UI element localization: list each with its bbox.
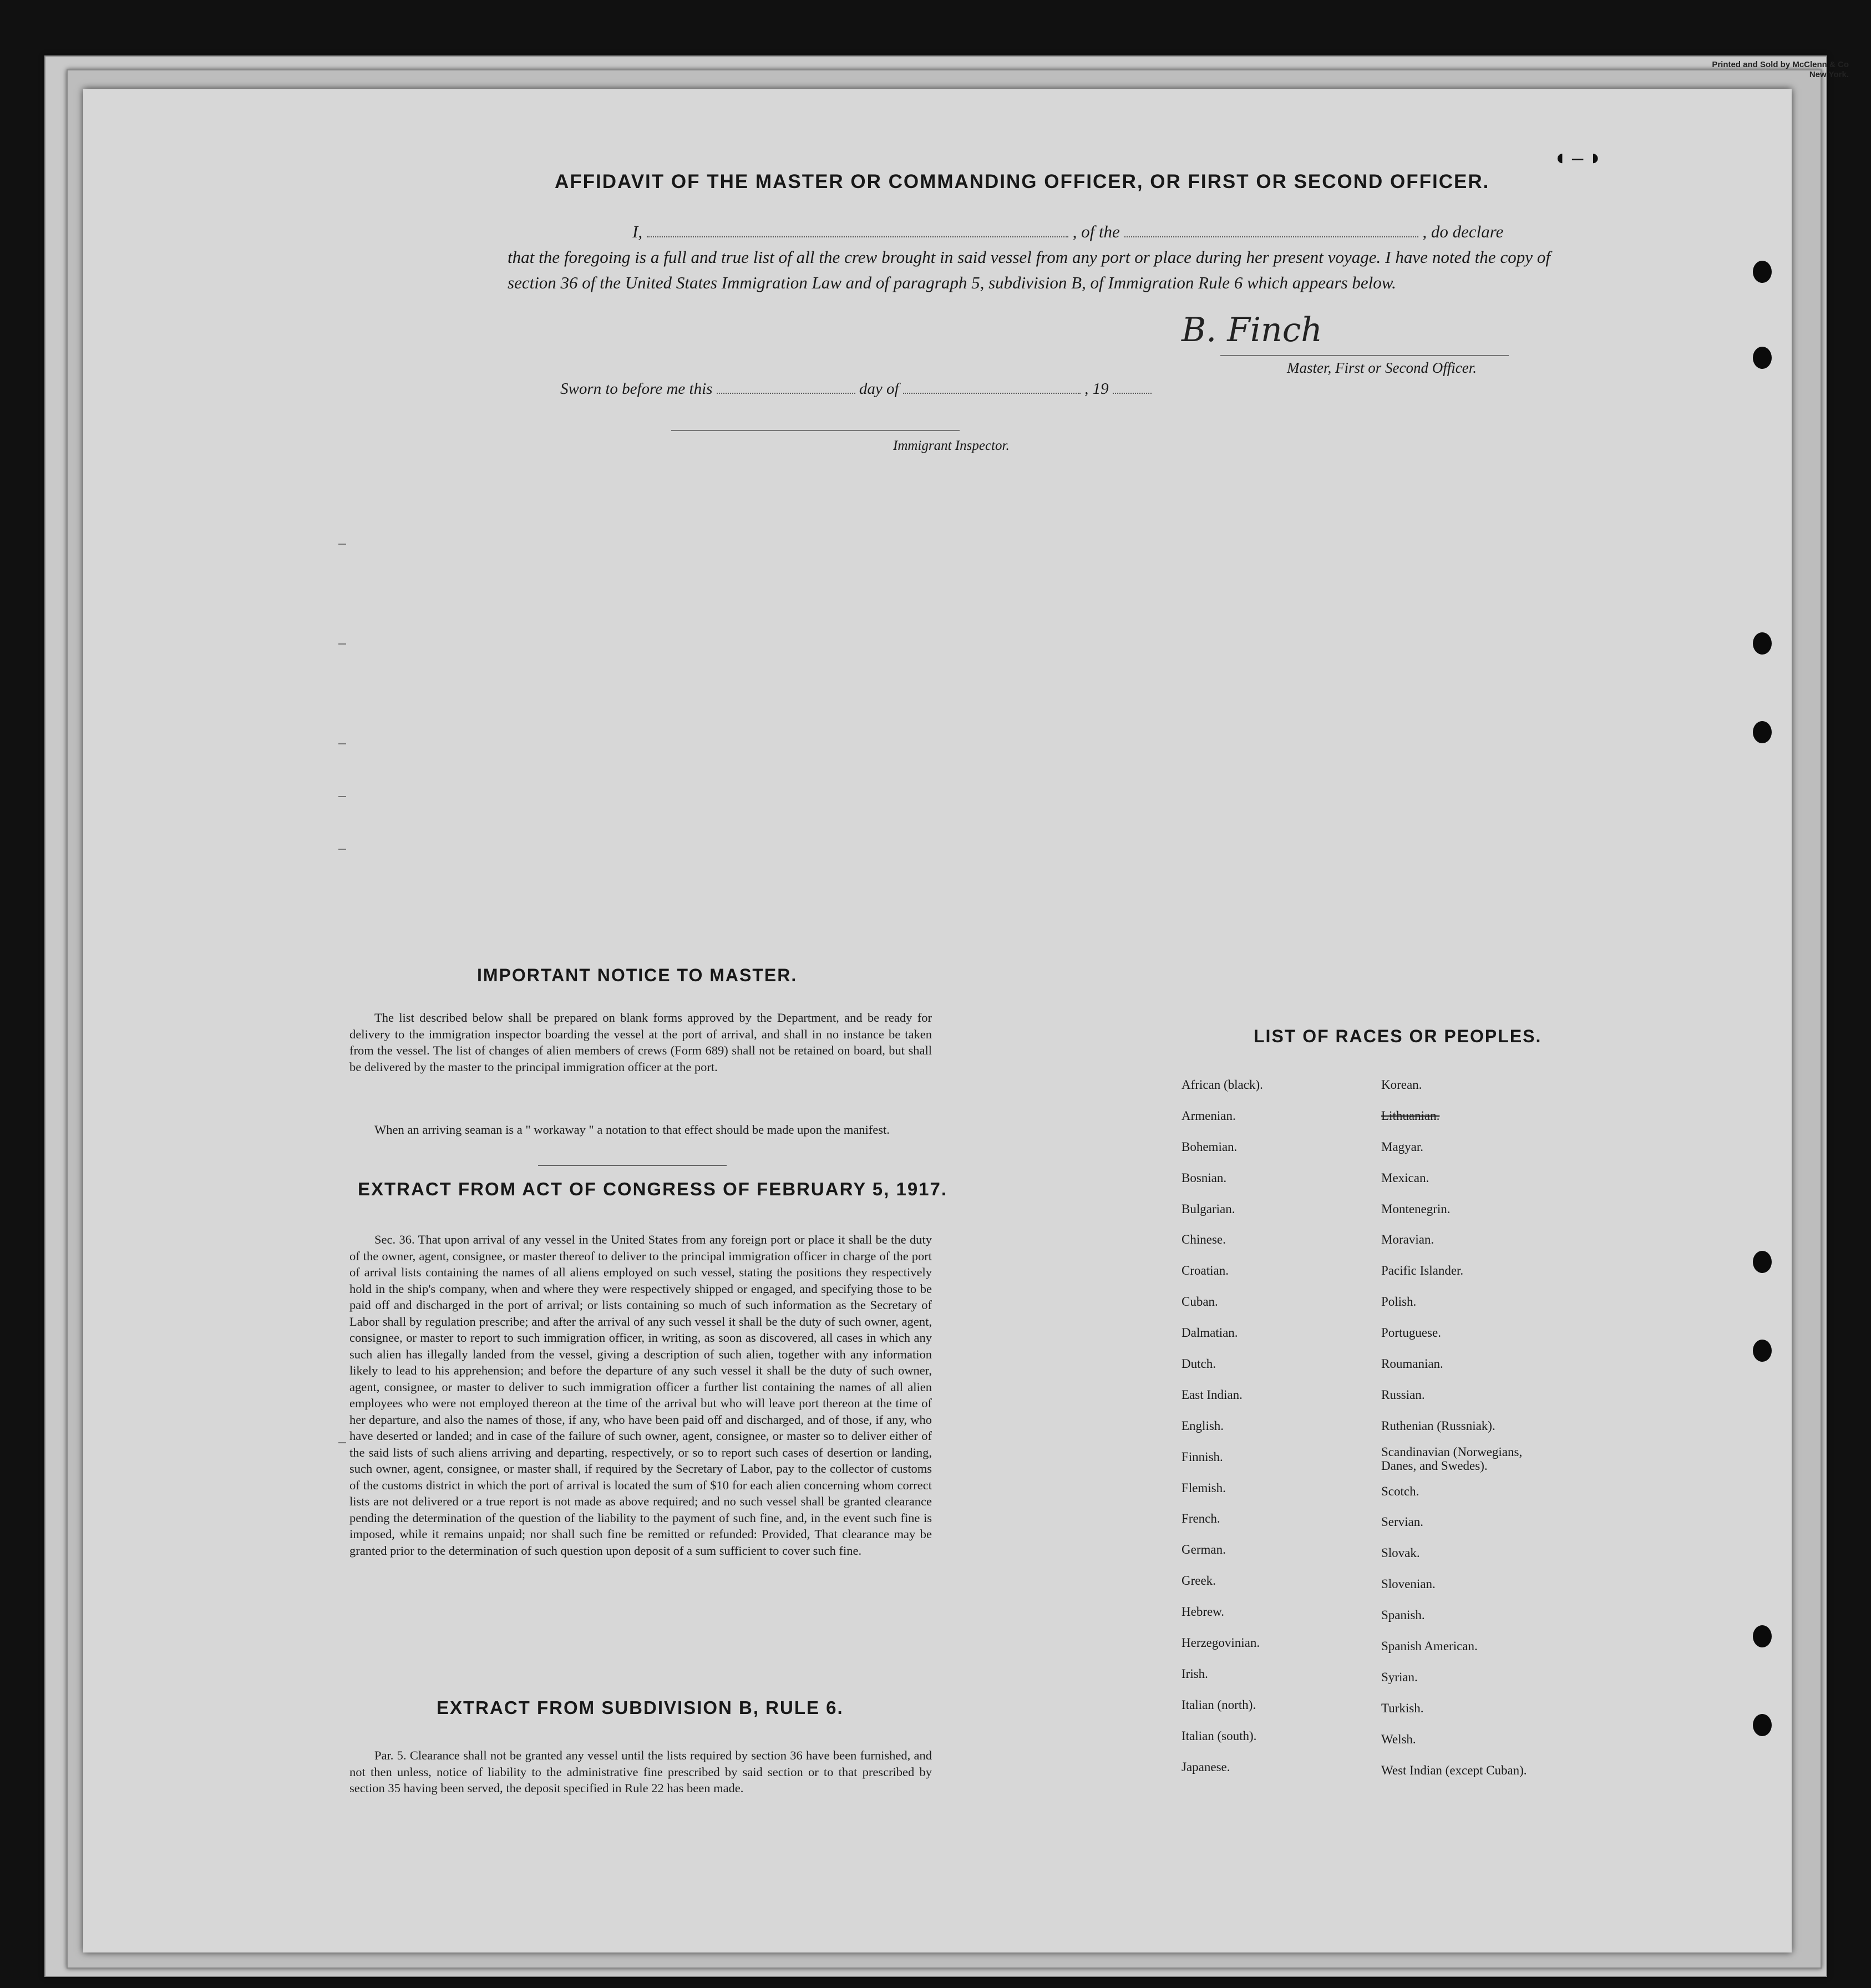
section-divider — [538, 1165, 727, 1166]
race-item: Turkish. — [1381, 1701, 1424, 1715]
sworn-line — [560, 380, 1152, 398]
race-item: Pacific Islander. — [1381, 1264, 1464, 1278]
notice-paragraph-2: When an arriving seaman is a " workaway " a notation to that effect should be made upon the manifest. — [374, 1123, 890, 1137]
race-item: Dalmatian. — [1182, 1326, 1238, 1340]
affidavit-i-label: I, — [632, 222, 643, 241]
race-item: Spanish American. — [1381, 1639, 1478, 1654]
affidavit-title: AFFIDAVIT OF THE MASTER OR COMMANDING OFFICER, OR FIRST OR SECOND OFFICER. — [555, 171, 1490, 192]
punch-hole — [1753, 632, 1772, 655]
notice-paragraph-1: The list described below shall be prepared on blank forms approved by the Department, and be ready for delivery to the immigration inspector boarding the vessel at the port of arrival, and shall in no instance be taken from the vessel. The list of changes of alien members of crews (Form 689) shall not be retained on board, but shall be delivered by the master to the principal immigration officer at the port. — [349, 1011, 932, 1074]
race-item: Bohemian. — [1182, 1139, 1238, 1154]
paragraph-5-text: Par. 5. Clearance shall not be granted any vessel until the lists required by section 36 have been furnished, and not then unless, notice of liability to the administrative fine prescribed by said section or to that prescribed by section 35 having been served, the deposit specified in Rule 22 has been made. — [349, 1748, 932, 1795]
punch-hole — [1753, 347, 1772, 369]
notice-title: IMPORTANT NOTICE TO MASTER. — [477, 965, 798, 985]
rule-extract-title: EXTRACT FROM SUBDIVISION B, RULE 6. — [437, 1697, 844, 1718]
act-extract-title: EXTRACT FROM ACT OF CONGRESS OF FEBRUARY 5, 1917. — [358, 1179, 948, 1199]
race-item: Croatian. — [1182, 1264, 1229, 1278]
race-item: Polish. — [1381, 1295, 1417, 1309]
punch-hole — [1753, 721, 1772, 743]
race-item: Scandinavian (Norwegians, Danes, and Swedes). — [1381, 1444, 1523, 1473]
race-item: Servian. — [1381, 1515, 1424, 1529]
margin-tick — [338, 544, 346, 545]
ink-mark: ◖ ‒ ◗ — [1553, 145, 1603, 170]
race-item: Russian. — [1381, 1387, 1425, 1402]
race-item: Montenegrin. — [1381, 1201, 1451, 1216]
signature-caption: Master, First or Second Officer. — [1287, 359, 1477, 376]
race-item: East Indian. — [1182, 1387, 1243, 1402]
inspector-caption: Immigrant Inspector. — [893, 438, 1010, 453]
race-item: Cuban. — [1182, 1295, 1218, 1309]
race-item: West Indian (except Cuban). — [1381, 1763, 1527, 1777]
races-title: LIST OF RACES OR PEOPLES. — [1254, 1026, 1542, 1046]
punch-hole — [1753, 1625, 1772, 1647]
races-right-column — [1381, 1069, 1548, 1786]
printer-imprint: Printed and Sold by McClenn & Co New York. — [1712, 60, 1849, 79]
affidavit-text — [508, 219, 1550, 296]
race-item: Chinese. — [1182, 1233, 1226, 1247]
signature-line — [1220, 355, 1509, 356]
sworn-prefix: Sworn to before me this — [560, 380, 713, 398]
race-item: French. — [1182, 1512, 1220, 1526]
race-item: Korean. — [1381, 1078, 1422, 1092]
sworn-day-of: day of — [859, 380, 899, 398]
punch-hole — [1753, 1340, 1772, 1362]
race-item: Greek. — [1182, 1574, 1216, 1588]
sworn-year-blank — [1113, 393, 1152, 394]
document-page — [83, 89, 1792, 1952]
affidavit-body: that the foregoing is a full and true list of all the crew brought in said vessel from any port or place during her present voyage. I have noted the copy of section 36 of the United States Immigration Law and of paragraph 5, subdivision B, of Immigration Rule 6 which appears below. — [508, 247, 1550, 292]
margin-tick — [338, 643, 346, 645]
race-item: Bulgarian. — [1182, 1201, 1235, 1216]
race-item: German. — [1182, 1543, 1226, 1557]
of-the-label: , of the — [1072, 222, 1120, 241]
races-left-column — [1182, 1069, 1263, 1782]
margin-tick — [338, 1442, 346, 1443]
race-item: Herzegovinian. — [1182, 1636, 1260, 1650]
punch-hole — [1753, 1251, 1772, 1273]
margin-tick — [338, 743, 346, 744]
sworn-day-blank — [717, 393, 855, 394]
do-declare-label: , do declare — [1422, 222, 1504, 241]
race-item: Mexican. — [1381, 1170, 1429, 1185]
race-item: African (black). — [1182, 1078, 1263, 1092]
master-name-blank — [647, 236, 1068, 237]
race-item: Portuguese. — [1381, 1326, 1441, 1340]
race-item: Spanish. — [1381, 1608, 1425, 1622]
race-item: Lithuanian. — [1381, 1108, 1440, 1123]
race-item: Bosnian. — [1182, 1170, 1227, 1185]
race-item: Japanese. — [1182, 1759, 1230, 1774]
section-36-text: Sec. 36. That upon arrival of any vessel in the United States from any foreign port or place it shall be the duty of the owner, agent, consignee, or master thereof to deliver to the principal immigration officer in charge of the port of arrival lists containing the names of all aliens employed on such vessel, stating the positions they respectively hold in the ship's company, when and where they were respectively shipped or engaged, and specifying those to be paid off and discharged in the port of arrival; or lists containing so much of such information as the Secretary of Labor shall by regulation prescribe; and after the arrival of any such vessel it shall be the duty of such owner, agent, consignee, or master to report to such immigration officer, in writing, as soon as discovered, all cases in which any such alien has illegally landed from the vessel, giving a description of such alien, together with any information likely to lead to his apprehension; and before the departure of any such vessel it shall be the duty of such owner, agent, consignee, or master to deliver to such immigration officer a further list containing the names of all alien employees who were not employed thereon at the time of the arrival but who will leave port thereon at the time of her departure, and also the names of those, if any, who have been paid off and discharged, and of those, if any, who have deserted or landed; and in case of the failure of such owner, agent, consignee, or master so to deliver either of the said lists of such aliens arriving and departing, respectively, or so to report such cases of desertion or landing, such owner, agent, consignee, or master shall, if required by the Secretary of Labor, pay to the collector of customs of the customs district in which the port of arrival is located the sum of $10 for each alien concerning whom correct lists are not delivered or a true report is not made as above required; and no such vessel shall be granted clearance pending the determination of the question of the liability to the payment of such fine, and, in the event such fine is imposed, while it remains unpaid; nor shall such fine be remitted or refunded: Provided, That clearance may be granted prior to the determination of such question upon deposit of a sum sufficient to cover such fine. — [349, 1233, 932, 1558]
race-item: Flemish. — [1182, 1480, 1226, 1495]
punch-hole — [1753, 261, 1772, 283]
race-item: Scotch. — [1381, 1484, 1419, 1498]
margin-tick — [338, 849, 346, 850]
race-item: Slovak. — [1381, 1546, 1420, 1560]
race-item: Irish. — [1182, 1666, 1208, 1681]
race-item: Hebrew. — [1182, 1605, 1225, 1619]
race-item: Italian (north). — [1182, 1697, 1256, 1712]
inspector-signature-line — [671, 430, 960, 431]
race-item: Armenian. — [1182, 1108, 1236, 1123]
affidavit-line-1 — [508, 219, 1550, 245]
race-item: Welsh. — [1381, 1732, 1416, 1746]
race-item: Slovenian. — [1381, 1577, 1436, 1591]
race-item: English. — [1182, 1418, 1224, 1433]
vessel-name-blank — [1124, 236, 1418, 237]
race-item: Italian (south). — [1182, 1728, 1257, 1743]
race-item: Moravian. — [1381, 1233, 1434, 1247]
sworn-year: , 19 — [1084, 380, 1109, 398]
race-item: Ruthenian (Russniak). — [1381, 1418, 1495, 1433]
sworn-month-blank — [903, 393, 1081, 394]
race-item: Roumanian. — [1381, 1357, 1443, 1371]
race-item: Magyar. — [1381, 1139, 1424, 1154]
punch-hole — [1753, 1714, 1772, 1736]
race-item: Finnish. — [1182, 1449, 1223, 1464]
race-item: Syrian. — [1381, 1670, 1418, 1684]
master-signature: B. Finch — [1182, 311, 1322, 349]
race-item: Dutch. — [1182, 1357, 1216, 1371]
margin-tick — [338, 796, 346, 797]
